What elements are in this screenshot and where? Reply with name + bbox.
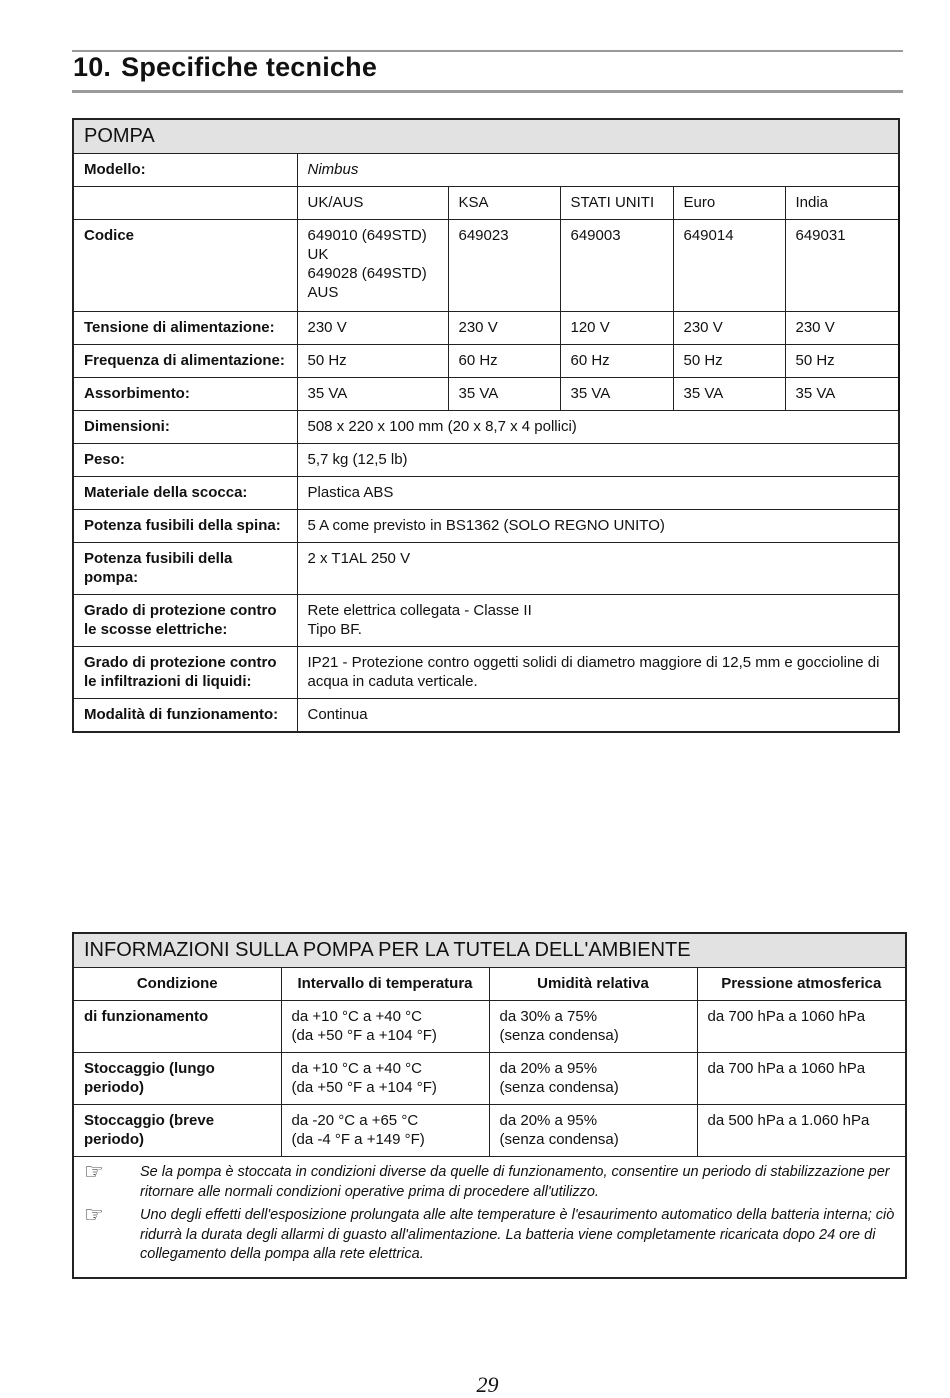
material-label: Materiale della scocca: bbox=[73, 477, 297, 510]
temp-celsius: da +10 °C a +40 °C bbox=[291, 1060, 422, 1077]
table-row bbox=[73, 312, 899, 345]
frequency-label: Frequenza di alimentazione: bbox=[73, 345, 297, 378]
code-aus-line: 649028 (649STD) bbox=[307, 265, 427, 282]
table-row bbox=[73, 378, 899, 411]
table-row bbox=[73, 543, 899, 595]
col-humidity: Umidità relativa bbox=[489, 968, 697, 1001]
frequency-value: 50 Hz bbox=[785, 345, 899, 378]
shock-protection-value bbox=[297, 595, 899, 647]
pressure-cell: da 700 hPa a 1060 hPa bbox=[697, 1053, 906, 1105]
weight-value: 5,7 kg (12,5 lb) bbox=[297, 444, 899, 477]
code-label: Codice bbox=[73, 220, 297, 312]
condition-cell: Stoccaggio (breve periodo) bbox=[73, 1105, 281, 1157]
temperature-cell bbox=[281, 1105, 489, 1157]
voltage-value: 120 V bbox=[560, 312, 673, 345]
col-temperature: Intervallo di temperatura bbox=[281, 968, 489, 1001]
temp-fahrenheit: (da -4 °F a +149 °F) bbox=[291, 1131, 425, 1148]
shock-protection-class: Rete elettrica collegata - Classe II bbox=[307, 602, 532, 619]
code-uk-aus bbox=[297, 220, 448, 312]
voltage-value: 230 V bbox=[673, 312, 785, 345]
section-number: 10. bbox=[73, 52, 112, 82]
table-row bbox=[73, 220, 899, 312]
table-row bbox=[73, 595, 899, 647]
ingress-protection-label: Grado di protezione contro le infiltrazioni di liquidi: bbox=[73, 647, 297, 699]
pump-fuse-value: 2 x T1AL 250 V bbox=[297, 543, 899, 595]
pressure-cell: da 500 hPa a 1.060 hPa bbox=[697, 1105, 906, 1157]
consumption-value: 35 VA bbox=[785, 378, 899, 411]
voltage-value: 230 V bbox=[297, 312, 448, 345]
table-row bbox=[73, 699, 899, 733]
code-usa: 649003 bbox=[560, 220, 673, 312]
table-row bbox=[73, 1105, 906, 1157]
temp-celsius: da -20 °C a +65 °C bbox=[291, 1112, 419, 1129]
humidity-range: da 30% a 75% bbox=[499, 1008, 598, 1025]
note-text: Uno degli effetti dell'esposizione prolungata alle alte temperature è l'esaurimento automatico della batteria interna; ciò ridurrà la durata degli allarmi di guasto all'alimentazione. La batteria viene completamente ricaricata dopo 24 ore di collegamento della pompa alla rete elettrica. bbox=[140, 1207, 895, 1262]
environment-table bbox=[72, 932, 907, 1279]
shock-protection-type: Tipo BF. bbox=[307, 621, 362, 638]
region-india: India bbox=[785, 187, 899, 220]
humidity-cell bbox=[489, 1105, 697, 1157]
col-condition: Condizione bbox=[73, 968, 281, 1001]
frequency-value: 60 Hz bbox=[560, 345, 673, 378]
note-item bbox=[84, 1202, 895, 1265]
frequency-value: 60 Hz bbox=[448, 345, 560, 378]
code-euro: 649014 bbox=[673, 220, 785, 312]
frequency-value: 50 Hz bbox=[673, 345, 785, 378]
shock-protection-label: Grado di protezione contro le scosse elettriche: bbox=[73, 595, 297, 647]
consumption-value: 35 VA bbox=[297, 378, 448, 411]
temperature-cell bbox=[281, 1001, 489, 1053]
table-row bbox=[73, 1053, 906, 1105]
section-title: Specifiche tecniche bbox=[121, 52, 378, 82]
humidity-note: (senza condensa) bbox=[499, 1027, 619, 1044]
model-value: Nimbus bbox=[297, 154, 899, 187]
weight-label: Peso: bbox=[73, 444, 297, 477]
humidity-cell bbox=[489, 1053, 697, 1105]
humidity-note: (senza condensa) bbox=[499, 1131, 619, 1148]
table-row bbox=[73, 933, 906, 968]
humidity-range: da 20% a 95% bbox=[499, 1060, 598, 1077]
note-item bbox=[84, 1159, 895, 1202]
region-uk-aus: UK/AUS bbox=[297, 187, 448, 220]
humidity-range: da 20% a 95% bbox=[499, 1112, 598, 1129]
consumption-value: 35 VA bbox=[448, 378, 560, 411]
title-underline bbox=[72, 90, 903, 93]
table-row bbox=[73, 647, 899, 699]
voltage-value: 230 V bbox=[785, 312, 899, 345]
consumption-label: Assorbimento: bbox=[73, 378, 297, 411]
table-header-row bbox=[73, 968, 906, 1001]
code-india: 649031 bbox=[785, 220, 899, 312]
note-text: Se la pompa è stoccata in condizioni diverse da quelle di funzionamento, consentire un periodo di stabilizzazione per ritornare alle normali condizioni operative prima di procedere all'utilizzo. bbox=[140, 1164, 890, 1200]
dimensions-label: Dimensioni: bbox=[73, 411, 297, 444]
region-ksa: KSA bbox=[448, 187, 560, 220]
env-section-title: INFORMAZIONI SULLA POMPA PER LA TUTELA DELL'AMBIENTE bbox=[73, 933, 906, 968]
material-value: Plastica ABS bbox=[297, 477, 899, 510]
voltage-label: Tensione di alimentazione: bbox=[73, 312, 297, 345]
notes-cell bbox=[73, 1157, 906, 1278]
code-ksa: 649023 bbox=[448, 220, 560, 312]
region-header-blank bbox=[73, 187, 297, 220]
temp-celsius: da +10 °C a +40 °C bbox=[291, 1008, 422, 1025]
pointing-hand-icon: ☞ bbox=[84, 1202, 104, 1227]
voltage-value: 230 V bbox=[448, 312, 560, 345]
condition-cell: Stoccaggio (lungo periodo) bbox=[73, 1053, 281, 1105]
notes-row bbox=[73, 1157, 906, 1278]
humidity-cell bbox=[489, 1001, 697, 1053]
code-uk-tag: UK bbox=[307, 246, 329, 263]
dimensions-value: 508 x 220 x 100 mm (20 x 8,7 x 4 pollici) bbox=[297, 411, 899, 444]
code-aus-tag: AUS bbox=[307, 284, 339, 301]
table-row bbox=[73, 154, 899, 187]
table-row bbox=[73, 510, 899, 543]
plug-fuse-label: Potenza fusibili della spina: bbox=[73, 510, 297, 543]
humidity-note: (senza condensa) bbox=[499, 1079, 619, 1096]
table-row bbox=[73, 444, 899, 477]
table-row bbox=[73, 345, 899, 378]
temp-fahrenheit: (da +50 °F a +104 °F) bbox=[291, 1079, 437, 1096]
table-row bbox=[73, 477, 899, 510]
table-row bbox=[73, 187, 899, 220]
region-euro: Euro bbox=[673, 187, 785, 220]
table-row bbox=[73, 119, 899, 154]
model-label: Modello: bbox=[73, 154, 297, 187]
frequency-value: 50 Hz bbox=[297, 345, 448, 378]
pump-fuse-label: Potenza fusibili della pompa: bbox=[73, 543, 297, 595]
consumption-value: 35 VA bbox=[673, 378, 785, 411]
code-uk-line: 649010 (649STD) bbox=[307, 227, 427, 244]
col-pressure: Pressione atmosferica bbox=[697, 968, 906, 1001]
plug-fuse-value: 5 A come previsto in BS1362 (SOLO REGNO UNITO) bbox=[297, 510, 899, 543]
pressure-cell: da 700 hPa a 1060 hPa bbox=[697, 1001, 906, 1053]
page-number: 29 bbox=[476, 1372, 499, 1397]
pump-section-title: POMPA bbox=[73, 119, 899, 154]
ingress-protection-value: IP21 - Protezione contro oggetti solidi di diametro maggiore di 12,5 mm e goccioline di acqua in caduta verticale. bbox=[297, 647, 899, 699]
table-row bbox=[73, 411, 899, 444]
region-usa: STATI UNITI bbox=[560, 187, 673, 220]
page-title bbox=[73, 52, 377, 83]
condition-cell: di funzionamento bbox=[73, 1001, 281, 1053]
table-row bbox=[73, 1001, 906, 1053]
consumption-value: 35 VA bbox=[560, 378, 673, 411]
temperature-cell bbox=[281, 1053, 489, 1105]
operation-mode-label: Modalità di funzionamento: bbox=[73, 699, 297, 733]
operation-mode-value: Continua bbox=[297, 699, 899, 733]
temp-fahrenheit: (da +50 °F a +104 °F) bbox=[291, 1027, 437, 1044]
pointing-hand-icon: ☞ bbox=[84, 1159, 104, 1184]
pump-specs-table bbox=[72, 118, 900, 733]
